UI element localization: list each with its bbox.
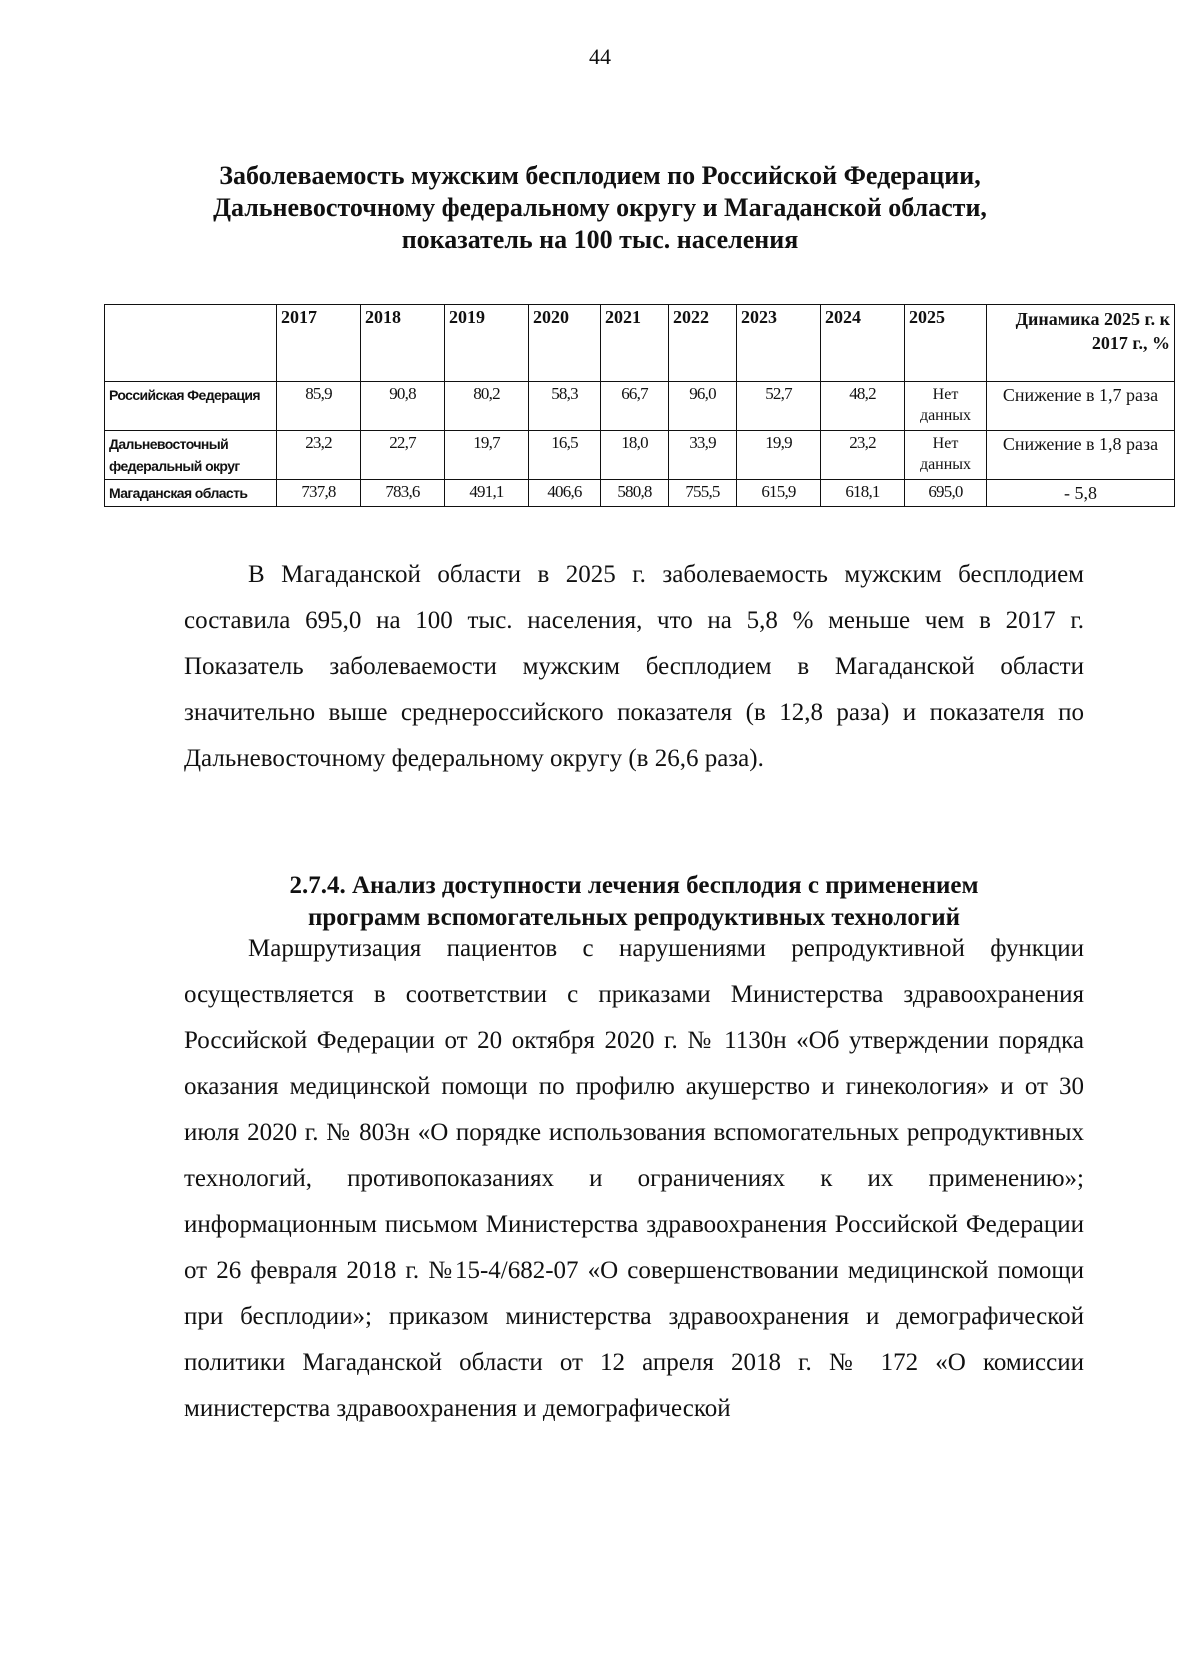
value-cell: 491,1 [445, 480, 529, 507]
dynamics-cell: - 5,8 [987, 480, 1175, 507]
header-cell: 2022 [669, 305, 737, 382]
value-cell: 580,8 [601, 480, 669, 507]
value-cell: 80,2 [445, 382, 529, 431]
paragraph-routing: Маршрутизация пациентов с нарушениями репродуктивной функции осуществляется в соответствии с приказами Министерства здравоохранения Российской Федерации от 20 октября 2020 г. № 1130н «Об утверждении порядка оказания медицинской помощи по профилю акушерство и гинекология» и от 30 июля 2020 г. № 803н «О порядке использования вспомогательных репродуктивных технологий, противопоказаниях и ограничениях к их применению»; информационным письмом Министерства здравоохранения Российской Федерации от 26 февраля 2018 г. №15-4/682-07 «О совершенствовании медицинской помощи при бесплодии»; приказом министерства здравоохранения и демографической политики Магаданской области от 12 апреля 2018 г. № 172 «О комиссии министерства здравоохранения и демографической [184, 935, 1084, 1422]
table-row [105, 431, 1175, 480]
header-cell: 2025 [905, 305, 987, 382]
value-cell: 783,6 [361, 480, 445, 507]
value-cell: 33,9 [669, 431, 737, 480]
header-cell: 2019 [445, 305, 529, 382]
table-title-line: показатель на 100 тыс. населения [401, 225, 799, 254]
row-label: Российская Федерация [105, 382, 277, 431]
value-cell: 48,2 [821, 382, 905, 431]
value-cell: 52,7 [737, 382, 821, 431]
value-cell: 96,0 [669, 382, 737, 431]
value-cell: 695,0 [905, 480, 987, 507]
value-cell: 90,8 [361, 382, 445, 431]
header-cell: 2020 [529, 305, 601, 382]
header-cell: 2017 [277, 305, 361, 382]
dynamics-cell: Снижение в 1,7 раза [987, 382, 1175, 431]
value-cell: 18,0 [601, 431, 669, 480]
section-heading [184, 870, 1084, 934]
header-cell: 2021 [601, 305, 669, 382]
value-cell: 737,8 [277, 480, 361, 507]
value-cell: 755,5 [669, 480, 737, 507]
value-cell: Нет данных [905, 431, 987, 480]
morbidity-table [104, 304, 1175, 507]
header-cell: 2023 [737, 305, 821, 382]
value-cell: 615,9 [737, 480, 821, 507]
table-row [105, 382, 1175, 431]
value-cell: Нет данных [905, 382, 987, 431]
table-title [160, 160, 1040, 256]
value-cell: 22,7 [361, 431, 445, 480]
value-cell: 618,1 [821, 480, 905, 507]
value-cell: 23,2 [821, 431, 905, 480]
row-label: Магаданская область [105, 480, 277, 507]
table-title-line: Дальневосточному федеральному округу и Магаданской области, [213, 193, 987, 222]
value-cell: 16,5 [529, 431, 601, 480]
paragraph-morbidity-summary: В Магаданской области в 2025 г. заболеваемость мужским бесплодием составила 695,0 на 100 тыс. населения, что на 5,8 % меньше чем в 2017 г. Показатель заболеваемости мужским бесплодием в Магаданской области значительно выше среднероссийского показателя (в 12,8 раза) и показателя по Дальневосточному федеральному округу (в 26,6 раза). [184, 561, 1084, 772]
value-cell: 19,7 [445, 431, 529, 480]
table-header-row [105, 305, 1175, 382]
value-cell: 406,6 [529, 480, 601, 507]
section-heading-line: 2.7.4. Анализ доступности лечения бесплодия с применением [289, 872, 979, 899]
row-label: Дальневосточный федеральный округ [105, 431, 277, 480]
value-cell: 66,7 [601, 382, 669, 431]
value-cell: 85,9 [277, 382, 361, 431]
value-cell: 23,2 [277, 431, 361, 480]
dynamics-cell: Снижение в 1,8 раза [987, 431, 1175, 480]
section-heading-line: программ вспомогательных репродуктивных технологий [307, 904, 961, 931]
header-cell: 2018 [361, 305, 445, 382]
value-cell: 19,9 [737, 431, 821, 480]
header-cell-dynamics: Динамика 2025 г. к 2017 г., % [987, 305, 1175, 382]
table-title-line: Заболеваемость мужским бесплодием по Российской Федерации, [219, 161, 981, 190]
value-cell: 58,3 [529, 382, 601, 431]
header-cell: 2024 [821, 305, 905, 382]
table-row [105, 480, 1175, 507]
header-cell [105, 305, 277, 382]
page-number: 44 [589, 44, 611, 69]
